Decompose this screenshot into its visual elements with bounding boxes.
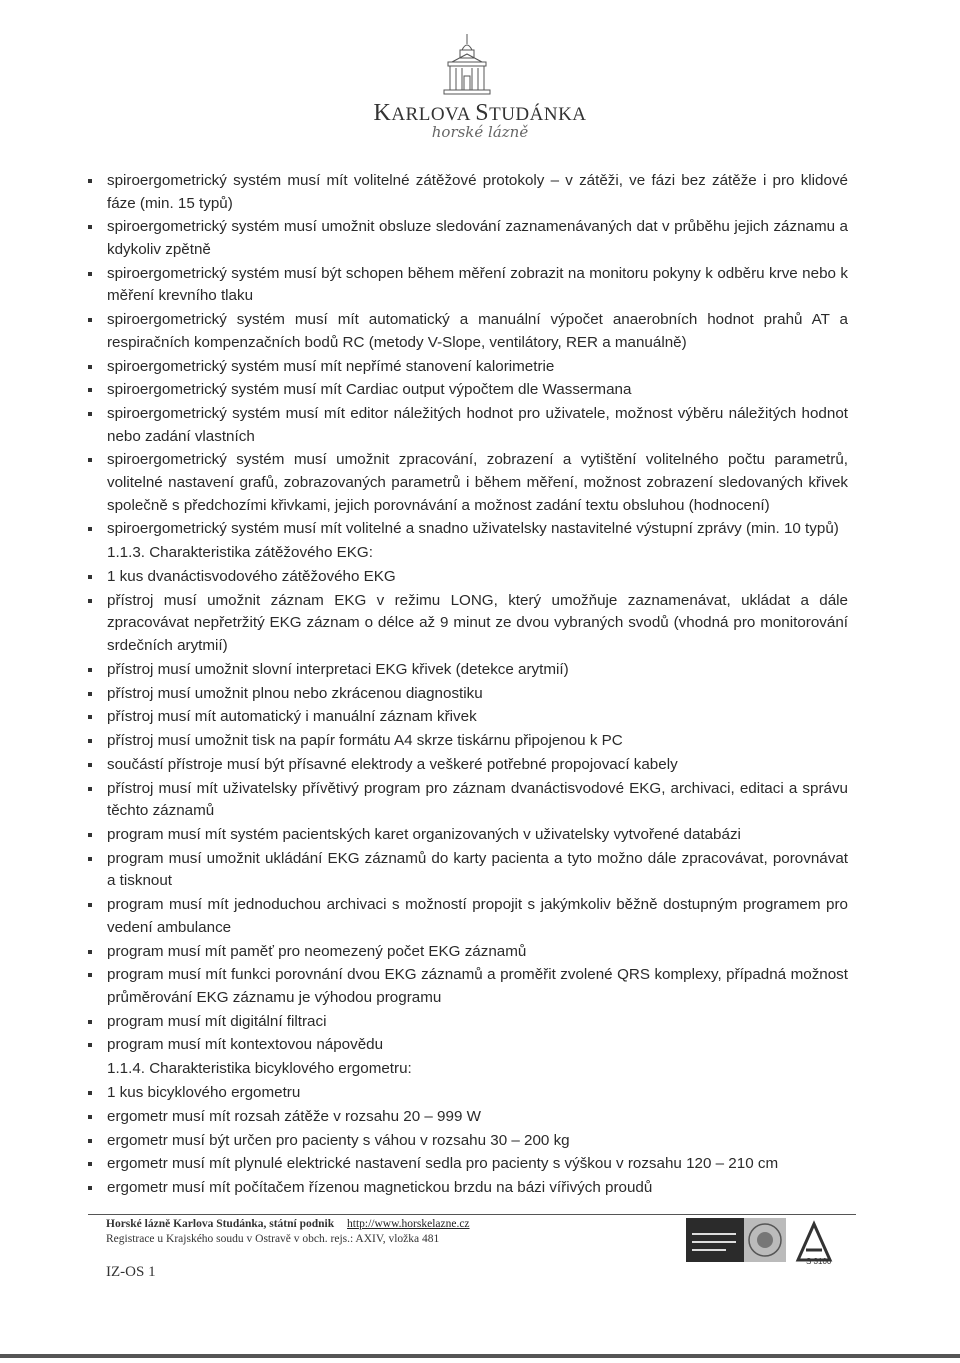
footer bbox=[106, 1217, 666, 1247]
document-id: IZ-OS 1 bbox=[106, 1264, 156, 1280]
bullet-item: přístroj musí umožnit záznam EKG v režimu LONG, který umožňuje zaznamenávat, ukládat a dále zpracovávat nepřetržitý EKG záznam o délce až 9 minut ze dvou vybraných svodů (vhodná pro monitorování srdečních arytmií) bbox=[88, 590, 848, 658]
bullet-item: spiroergometrický systém musí mít Cardiac output výpočtem dle Wassermana bbox=[88, 379, 848, 402]
section-heading: 1.1.4. Charakteristika bicyklového ergometru: bbox=[107, 1060, 412, 1078]
letterhead bbox=[0, 0, 960, 165]
bullet-item: součástí přístroje musí být přísavné elektrody a veškeré potřebné propojovací kabely bbox=[88, 754, 848, 777]
bullet-item: přístroj musí umožnit tisk na papír formátu A4 skrze tiskárnu připojenou k PC bbox=[88, 730, 848, 753]
bullet-item: přístroj musí mít automatický i manuální záznam křivek bbox=[88, 706, 848, 729]
scan-edge-bar bbox=[0, 1354, 960, 1358]
bullet-item: spiroergometrický systém musí umožnit obsluze sledování zaznamenávaných dat v průběhu jejich záznamu a kdykoliv zpětně bbox=[88, 216, 848, 261]
bullet-item: ergometr musí mít počítačem řízenou magnetickou brzdu na bázi vířivých proudů bbox=[88, 1177, 848, 1200]
specification-list bbox=[88, 170, 848, 1201]
bullet-item: program musí mít funkci porovnání dvou EKG záznamů a proměřit zvolené QRS komplexy, případná možnost průměrování EKG záznamu je výhodou programu bbox=[88, 964, 848, 1009]
bullet-item: spiroergometrický systém musí mít volitelné a snadno uživatelsky nastavitelné výstupní zprávy (min. 10 typů) bbox=[88, 518, 848, 541]
bullet-item: přístroj musí umožnit plnou nebo zkrácenou diagnostiku bbox=[88, 683, 848, 706]
bullet-item: 1 kus dvanáctisvodového zátěžového EKG bbox=[88, 566, 848, 589]
bullet-item: spiroergometrický systém musí mít automatický a manuální výpočet anaerobních hodnot prahů AT a respiračních kompenzačních bodů RC (metody V-Slope, ventilátory, RER a manuálně) bbox=[88, 309, 848, 354]
section-heading: 1.1.3. Charakteristika zátěžového EKG: bbox=[107, 544, 373, 562]
brand-second-word: STUDÁNKA bbox=[475, 100, 587, 126]
bullet-item: program musí mít jednoduchou archivaci s možností propojit s jakýmkoliv běžně dostupným programem pro vedení ambulance bbox=[88, 894, 848, 939]
bullet-item: spiroergometrický systém musí být schopen během měření zobrazit na monitoru pokyny k odběru krve nebo k měření krevního tlaku bbox=[88, 263, 848, 308]
bullet-item: program musí mít kontextovou nápovědu bbox=[88, 1034, 848, 1057]
bullet-item: spiroergometrický systém musí mít volitelné zátěžové protokoly – v zátěži, ve fázi bez zátěže i pro klidové fáze (min. 15 typů) bbox=[88, 170, 848, 215]
bullet-item: program musí mít paměť pro neomezený počet EKG záznamů bbox=[88, 941, 848, 964]
certification-number: S 3100 bbox=[806, 1257, 832, 1266]
bullet-item: program musí mít systém pacientských karet organizovaných v uživatelsky vytvořené databázi bbox=[88, 824, 848, 847]
bullet-item: přístroj musí mít uživatelsky přívětivý program pro záznam dvanáctisvodové EKG, archivaci, editaci a správu těchto záznamů bbox=[88, 778, 848, 823]
brand-tagline: horské lázně bbox=[431, 123, 529, 141]
bullet-item: spiroergometrický systém musí mít nepřímé stanovení kalorimetrie bbox=[88, 356, 848, 379]
certification-logos-icon bbox=[686, 1216, 858, 1270]
footer-divider bbox=[88, 1214, 856, 1215]
bullet-item: ergometr musí mít rozsah zátěže v rozsahu 20 – 999 W bbox=[88, 1106, 848, 1129]
bullet-item: 1 kus bicyklového ergometru bbox=[88, 1082, 848, 1105]
footer-website-link[interactable]: http://www.horskelazne.cz bbox=[347, 1218, 470, 1230]
bullet-item: přístroj musí umožnit slovní interpretaci EKG křivek (detekce arytmií) bbox=[88, 659, 848, 682]
bullet-item: program musí umožnit ukládání EKG záznamů do karty pacienta a tyto možno dále zpracovávat, porovnávat a tisknout bbox=[88, 848, 848, 893]
footer-registration: Registrace u Krajského soudu v Ostravě v obch. rejs.: AXIV, vložka 481 bbox=[106, 1233, 440, 1245]
bullet-item: ergometr musí mít plynulé elektrické nastavení sedla pro pacienty s výškou v rozsahu 120 – 210 cm bbox=[88, 1153, 848, 1176]
bullet-item: ergometr musí být určen pro pacienty s váhou v rozsahu 30 – 200 kg bbox=[88, 1130, 848, 1153]
spa-colonnade-logo-icon bbox=[438, 32, 496, 98]
footer-company: Horské lázně Karlova Studánka, státní podnik bbox=[106, 1218, 335, 1230]
brand-first-word: KARLOVA bbox=[373, 100, 470, 126]
bullet-item: spiroergometrický systém musí umožnit zpracování, zobrazení a vytištění volitelného počtu parametrů, volitelné nastavení grafů, zobrazovaných parametrů i během měření, možnost zobrazení sledovaných křivek společně s předchozími křivkami, jejich porovnávání a možnost zadání textu obsluhou (hodnocení) bbox=[88, 449, 848, 517]
bullet-item: spiroergometrický systém musí mít editor náležitých hodnot pro uživatele, možnost výběru náležitých hodnot nebo zadání vlastních bbox=[88, 403, 848, 448]
bullet-item: program musí mít digitální filtraci bbox=[88, 1011, 848, 1034]
